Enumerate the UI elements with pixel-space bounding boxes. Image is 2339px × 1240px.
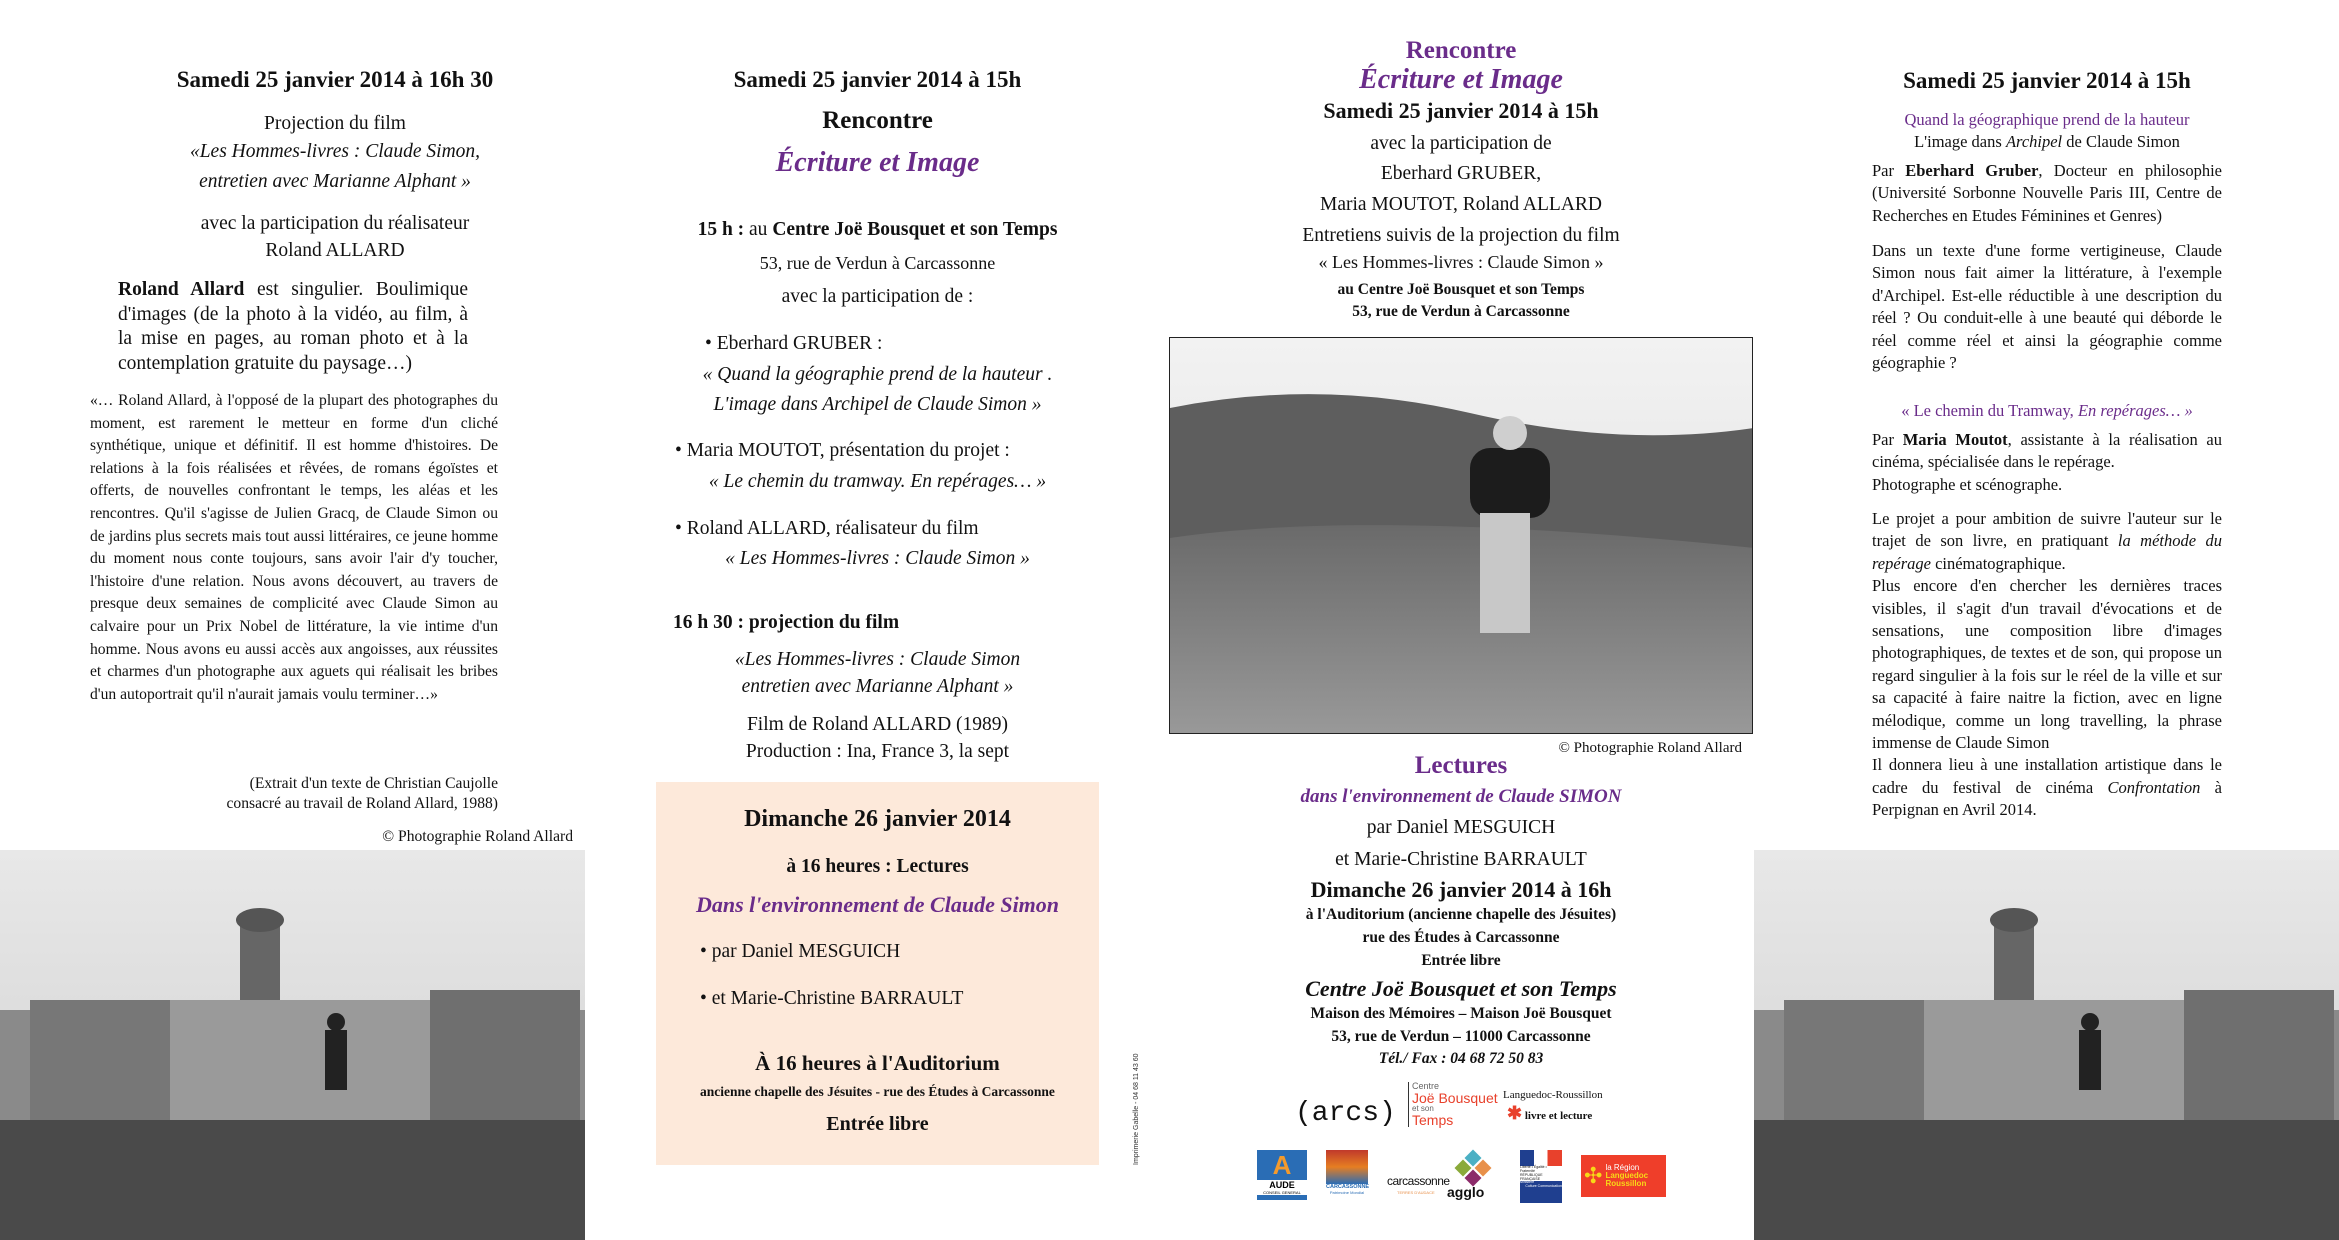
cover-rencontre: Rencontre (1405, 37, 1517, 64)
time-15h: 15 h : (697, 219, 745, 240)
bio1-name: Eberhard Gruber (1905, 161, 2039, 180)
contact-address: 53, rue de Verdun – 11000 Carcassonne (1331, 1028, 1591, 1045)
agglo-logo-line3: agglo (1447, 1184, 1485, 1200)
bio2-prefix: Par (1872, 430, 1903, 449)
talk2-title-b: En repérages… » (2077, 401, 2193, 420)
contact-centre: Centre Joë Bousquet et son Temps (1305, 976, 1617, 1001)
fortress-photo-back-image (1754, 850, 2339, 1240)
quote-source (90, 774, 498, 814)
film-title-line1: «Les Hommes-livres : Claude Simon, (189, 141, 481, 162)
col4-title: Samedi 25 janvier 2014 à 15h (1903, 68, 2191, 93)
fortress-photo (0, 850, 585, 1240)
talk-gruber-line2: L'image dans Archipel de Claude Simon » (713, 394, 1042, 415)
agglo-logo-line1: carcassonne (1387, 1174, 1450, 1188)
auditorium-address: ancienne chapelle des Jésuites - rue des Études à Carcassonne (700, 1084, 1055, 1099)
film-line2: entretien avec Marianne Alphant » (741, 676, 1014, 697)
bio2-text: , assistante à la réalisation au cinéma, spécialisée dans le repérage. (1872, 430, 2222, 472)
para2-method: la méthode du repérage (1872, 531, 2223, 573)
gruber-paragraph: Dans un texte d'une forme vertigineuse, Claude Simon nous fait aimer la littérature, à l'exemple d'Archipel. Est-elle réductible à une description du réel ? Ou conduit-elle à une beauté qui déborde le réel comme réel et ainsi la géographie comme géographie ? (1872, 241, 2222, 373)
contact-phone: Tél./ Fax : 04 68 72 50 83 (1378, 1050, 1544, 1067)
para4-a: Il donnera lieu à une installation artistique dans le cadre du festival de cinéma (1872, 755, 2222, 797)
talk2-title-a: « Le chemin du Tramway, (1901, 401, 2078, 420)
cjb-logo-line2: Joë Bousquet (1412, 1090, 1498, 1106)
intro-paragraph (118, 278, 468, 376)
sunday-box (656, 782, 1099, 1165)
intro-name: Roland Allard (118, 279, 245, 300)
claude-simon-photo-image (1170, 338, 1753, 734)
bio1-text: , Docteur en philosophie (Université Sorbonne Nouvelle Paris III, Centre de Recherches en Etudes Féminines et Genres) (1872, 161, 2222, 225)
director-name: Roland ALLARD (265, 240, 405, 261)
film-title-line2: entretien avec Marianne Alphant » (199, 171, 471, 192)
lectures-entry: Entrée libre (1421, 952, 1501, 969)
cjb-logo-line4: Temps (1412, 1112, 1454, 1128)
bio-gruber (1872, 160, 2222, 227)
film-credit: Film de Roland ALLARD (1989) (746, 714, 1009, 735)
cover-participants2: Maria MOUTOT, Roland ALLARD (1320, 194, 1602, 215)
cover-date: Samedi 25 janvier 2014 à 15h (1323, 98, 1599, 123)
region-logo-line1: la Région (1605, 1163, 1640, 1172)
cover-ecriture-image: Écriture et Image (1359, 64, 1563, 95)
lr-logo-line1: Languedoc-Roussillon (1503, 1089, 1603, 1101)
cover-photo-credit: © Photographie Roland Allard (1558, 740, 1742, 756)
para4-festival: Confrontation (2107, 777, 2201, 797)
contact-maison: Maison des Mémoires – Maison Joë Bousquet (1310, 1005, 1612, 1022)
auditorium-time: À 16 heures à l'Auditorium (755, 1051, 1000, 1075)
venue-line (656, 219, 1099, 241)
venue-prefix: au (744, 219, 773, 240)
readings-time: à 16 heures : Lectures (786, 856, 969, 877)
venue-name: Centre Joë Bousquet et son Temps (772, 219, 1058, 240)
carcassonne-agglo-logo (1387, 1152, 1502, 1200)
region-logo-line2: Languedoc (1605, 1171, 1649, 1180)
fortress-photo-image (0, 850, 585, 1240)
aude-logo-line1: AUDE (1257, 1180, 1307, 1190)
intro-text: est singulier. Boulimique d'images (de la photo à la vidéo, au film, à la mise en pages, au roman photo et à la contemplation gratuite du paysage…) (118, 279, 468, 374)
rf-logo-line4: Culture Communication (1525, 1184, 1562, 1189)
lectures-street: rue des Études à Carcassonne (1362, 929, 1560, 946)
lr-logo-line2: livre et lecture (1524, 1110, 1593, 1123)
carc-logo-line2: Patrimoine Mondial (1329, 1190, 1365, 1195)
readings-title: Dans l'environnement de Claude Simon (695, 892, 1060, 917)
lectures-subtitle: dans l'environnement de Claude SIMON (1300, 786, 1622, 807)
lectures-reader1: par Daniel MESGUICH (1366, 817, 1556, 838)
reader-barrault: • et Marie-Christine BARRAULT (700, 988, 963, 1010)
republique-francaise-logo (1520, 1150, 1562, 1200)
talk-gruber-line1: « Quand la géographie prend de la hauteur . (702, 364, 1053, 385)
quote-source-line2: consacré au travail de Roland Allard, 1988) (226, 795, 498, 812)
rencontre-heading: Rencontre (822, 107, 933, 134)
bio2-line2: Photographe et scénographe. (1872, 474, 2063, 494)
rf-logo-line1: Liberté • Égalité • Fraternité (1520, 1165, 1547, 1173)
para2-c: cinématographique. (1930, 553, 2066, 573)
bio2-name: Maria Moutot (1902, 430, 2008, 449)
lectures-date: Dimanche 26 janvier 2014 à 16h (1310, 877, 1612, 902)
speaker-gruber: • Eberhard GRUBER : (705, 333, 882, 355)
projection-label: Projection du film (264, 113, 406, 134)
col1-title: Samedi 25 janvier 2014 à 16h 30 (176, 67, 494, 92)
talk1-sub-archipel: Archipel (2005, 132, 2063, 151)
cover-venue: au Centre Joë Bousquet et son Temps (1337, 281, 1585, 298)
reader-mesguich: • par Daniel MESGUICH (700, 941, 900, 963)
lectures-heading: Lectures (1414, 752, 1508, 779)
talk1-sub-c: de Claude Simon (2062, 132, 2180, 151)
occitan-cross-icon: ✣ (1584, 1163, 1603, 1188)
cjb-logo (1408, 1082, 1498, 1127)
director-participation: avec la participation du réalisateur (200, 213, 470, 234)
ecriture-image-heading: Écriture et Image (775, 147, 980, 178)
participation-label: avec la participation de : (781, 286, 974, 307)
film-production: Production : Ina, France 3, la sept (745, 741, 1010, 762)
venue-address: 53, rue de Verdun à Carcassonne (759, 253, 996, 273)
carc-logo-line1: CARCASSONNE (1326, 1184, 1370, 1190)
cover-participant1: Eberhard GRUBER, (1380, 163, 1542, 184)
region-logo-line3: Roussillon (1605, 1179, 1647, 1188)
film-line1: «Les Hommes-livres : Claude Simon (734, 649, 1021, 670)
para4-c: à Perpignan en Avril 2014. (1872, 777, 2222, 820)
talk-allard: « Les Hommes-livres : Claude Simon » (725, 548, 1030, 569)
cjb-logo-line1: Centre (1412, 1081, 1440, 1091)
cjb-logo-line3: et son (1412, 1104, 1434, 1113)
agglo-logo-line2: TERRES D'AUDACE (1397, 1190, 1435, 1195)
rf-logo-line3: Ministère (1520, 1180, 1535, 1185)
aude-logo-line2: CONSEIL GENERAL (1257, 1190, 1307, 1195)
cover-film: « Les Hommes-livres : Claude Simon » (1318, 252, 1604, 272)
sunday-title: Dimanche 26 janvier 2014 (744, 806, 1011, 832)
talk-moutot: « Le chemin du tramway. En repérages… » (708, 471, 1047, 492)
para2-a: Le projet a pour ambition de suivre l'auteur sur le trajet de son livre, en pratiquant (1872, 509, 2222, 551)
quote-source-line1: (Extrait d'un texte de Christian Caujolle (249, 775, 498, 792)
talk2-title (1872, 401, 2222, 421)
star-icon: ✱ (1507, 1103, 1523, 1124)
cover-with: avec la participation de (1370, 133, 1552, 154)
talk1-title: Quand la géographique prend de la hauteur (1904, 110, 2190, 129)
aude-logo: A AUDE CONSEIL GENERAL (1257, 1150, 1307, 1200)
lectures-auditorium: à l'Auditorium (ancienne chapelle des Jésuites) (1305, 906, 1617, 923)
free-entry: Entrée libre (826, 1113, 929, 1135)
lectures-reader2: et Marie-Christine BARRAULT (1335, 849, 1587, 870)
col2-title: Samedi 25 janvier 2014 à 15h (733, 67, 1022, 92)
talk1-subtitle (1872, 132, 2222, 152)
printer-credit: Imprimerie Gabelle - 04 68 11 43 60 (1133, 1053, 1140, 1165)
arcs-logo: (arcs) (1295, 1097, 1396, 1129)
critic-quote: «… Roland Allard, à l'opposé de la plupart des photographes du moment, est rarement le metteur en forme d'un cliché synthétique, unique et définitif. Il est homme d'histoires. De relations à la fois réalisées et rêvées, de romans égoïstes et offerts, de nouvelles confrontant le temps, les aléas et les rencontres. Qu'il s'agisse de Julien Gracq, de Claude Simon ou de jardins plus secrets mais tout aussi littéraires, ce jeune homme du moment nous conte toujours, sans avoir l'air d'y toucher, l'histoire d'une relation. Nous avons découvert, au travers de presque deux semaines de complicité avec Claude Simon au calvaire pour un Prix Nobel de littérature, la vie intime d'un homme. Nous avons eu aussi accès aux angoisses, aux réussites et charmes d'un photographe aux aguets qui réalisait les bribes d'un autoportrait qu'il n'aurait jamais voulu terminer…» (90, 392, 498, 703)
project-description (1872, 508, 2222, 822)
speaker-moutot: • Maria MOUTOT, présentation du projet : (675, 440, 1010, 462)
carcassonne-logo (1326, 1150, 1368, 1200)
talk1-sub-a: L'image dans (1914, 132, 2006, 151)
cover-interviews: Entretiens suivis de la projection du film (1302, 225, 1620, 246)
cover-address: 53, rue de Verdun à Carcassonne (1352, 303, 1570, 320)
languedoc-livre-logo (1503, 1088, 1603, 1126)
speaker-allard: • Roland ALLARD, réalisateur du film (675, 518, 979, 540)
para3: Plus encore d'en chercher les dernières traces visibles, il s'agit d'un travail d'évocations et de sensations, une composition libre d'images photographiques, de textes et de son, qui propose un regard singulier à la fois sur le réel de la ville et sur sa capacité à faire naitre la fiction, avec en ligne mélodique, comme un long travelling, la phrase immense de Claude Simon (1872, 576, 2222, 753)
region-languedoc-logo (1581, 1155, 1666, 1197)
fortress-photo-back (1754, 850, 2339, 1240)
bio-moutot (1872, 429, 2222, 496)
projection-heading: 16 h 30 : projection du film (673, 612, 900, 633)
rf-logo-line2: RÉPUBLIQUE FRANÇAISE (1520, 1172, 1543, 1181)
photo-credit: © Photographie Roland Allard (382, 828, 573, 845)
claude-simon-photo (1169, 337, 1753, 734)
bio1-prefix: Par (1872, 161, 1906, 180)
